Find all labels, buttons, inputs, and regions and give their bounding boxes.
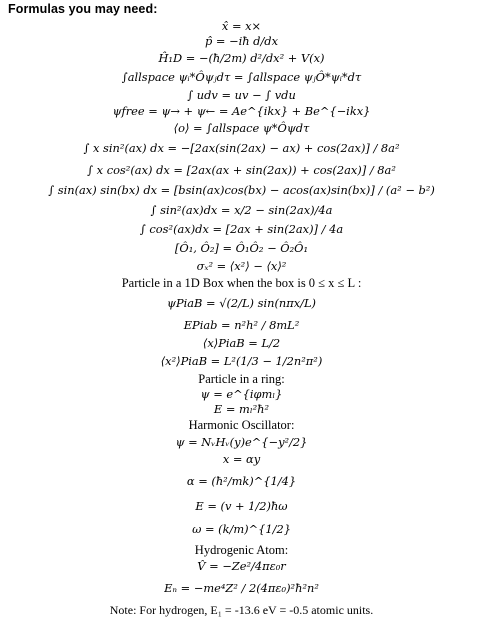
integral-x-cos-squared: ∫ x cos²(ax) dx = [2ax(ax + sin(2ax)) + cos(2ax)] / 8a² [87,162,396,177]
integral-x-sin-squared: ∫ x sin²(ax) dx = −[2ax(sin(2ax) − ax) + cos(2ax)] / 8a² [83,141,400,156]
position-operator: x̂ = x× [221,19,262,34]
harmonic-oscillator-heading: Harmonic Oscillator: [188,418,295,433]
particle-in-box-energy: EPiab = n²h² / 8mL² [183,318,300,333]
hamiltonian-1d: Ĥ₁D = −(ħ/2m) d²/dx² + V(x) [158,51,325,66]
particle-in-ring-energy: E = mₗ²ħ² [213,402,270,417]
commutator: [Ô₁, Ô₂] = Ô₁Ô₂ − Ô₂Ô₁ [174,240,309,255]
harmonic-oscillator-omega: ω = (k/m)^{1/2} [192,522,291,537]
integration-by-parts: ∫ udv = uv − ∫ vdu [187,87,296,102]
particle-in-ring-wavefunction: ψ = e^{iφmₗ} [200,386,283,401]
hydrogenic-potential: V̂ = −Ze²/4πε₀r [197,559,286,574]
harmonic-oscillator-alpha: α = (ħ²/mk)^{1/4} [186,474,297,489]
particle-in-ring-heading: Particle in a ring: [198,372,285,387]
harmonic-oscillator-wavefunction: ψ = NᵥHᵥ(y)e^{−y²/2} [175,434,308,449]
harmonic-oscillator-x: x = αy [222,452,261,467]
momentum-operator: p̂ = −iħ d/dx [204,34,279,49]
hermitian-relation: ∫allspace ψᵢ*Ôψⱼdτ = ∫allspace ψⱼÔ*ψᵢ*dτ [121,69,362,84]
hydrogenic-atom-heading: Hydrogenic Atom: [194,542,289,557]
integral-sin-sin: ∫ sin(ax) sin(bx) dx = [bsin(ax)cos(bx) − acos(ax)sin(bx)] / (a² − b²) [48,183,435,198]
free-particle-wavefunction: ψfree = ψ→ + ψ← = Ae^{ikx} + Be^{−ikx} [112,104,371,119]
formula-list [0,20,483,618]
harmonic-oscillator-energy: E = (v + 1/2)ħω [195,499,288,514]
particle-in-box-mean-x: ⟨x⟩PiaB = L/2 [202,335,281,350]
particle-in-box-heading: Particle in a 1D Box when the box is 0 ≤ x ≤ L : [121,275,362,290]
expectation-value: ⟨o⟩ = ∫allspace ψ*Ôψdτ [173,121,310,136]
hydrogen-note: Note: For hydrogen, E₁ = -13.6 eV = -0.5 atomic units. [109,603,374,617]
formula-sheet-title: Formulas you may need: [8,2,158,16]
variance: σₓ² = ⟨x²⟩ − ⟨x⟩² [196,259,287,274]
integral-cos-squared: ∫ cos²(ax)dx = [2ax + sin(2ax)] / 4a [139,221,344,236]
particle-in-box-wavefunction: ψPiaB = √(2/L) sin(nπx/L) [167,296,316,311]
particle-in-box-mean-x-squared: ⟨x²⟩PiaB = L²(1/3 − 1/2n²π²) [160,354,323,369]
integral-sin-squared: ∫ sin²(ax)dx = x/2 − sin(2ax)/4a [150,203,333,218]
hydrogenic-energy: Eₙ = −me⁴Z² / 2(4πε₀)²ħ²n² [164,581,319,596]
